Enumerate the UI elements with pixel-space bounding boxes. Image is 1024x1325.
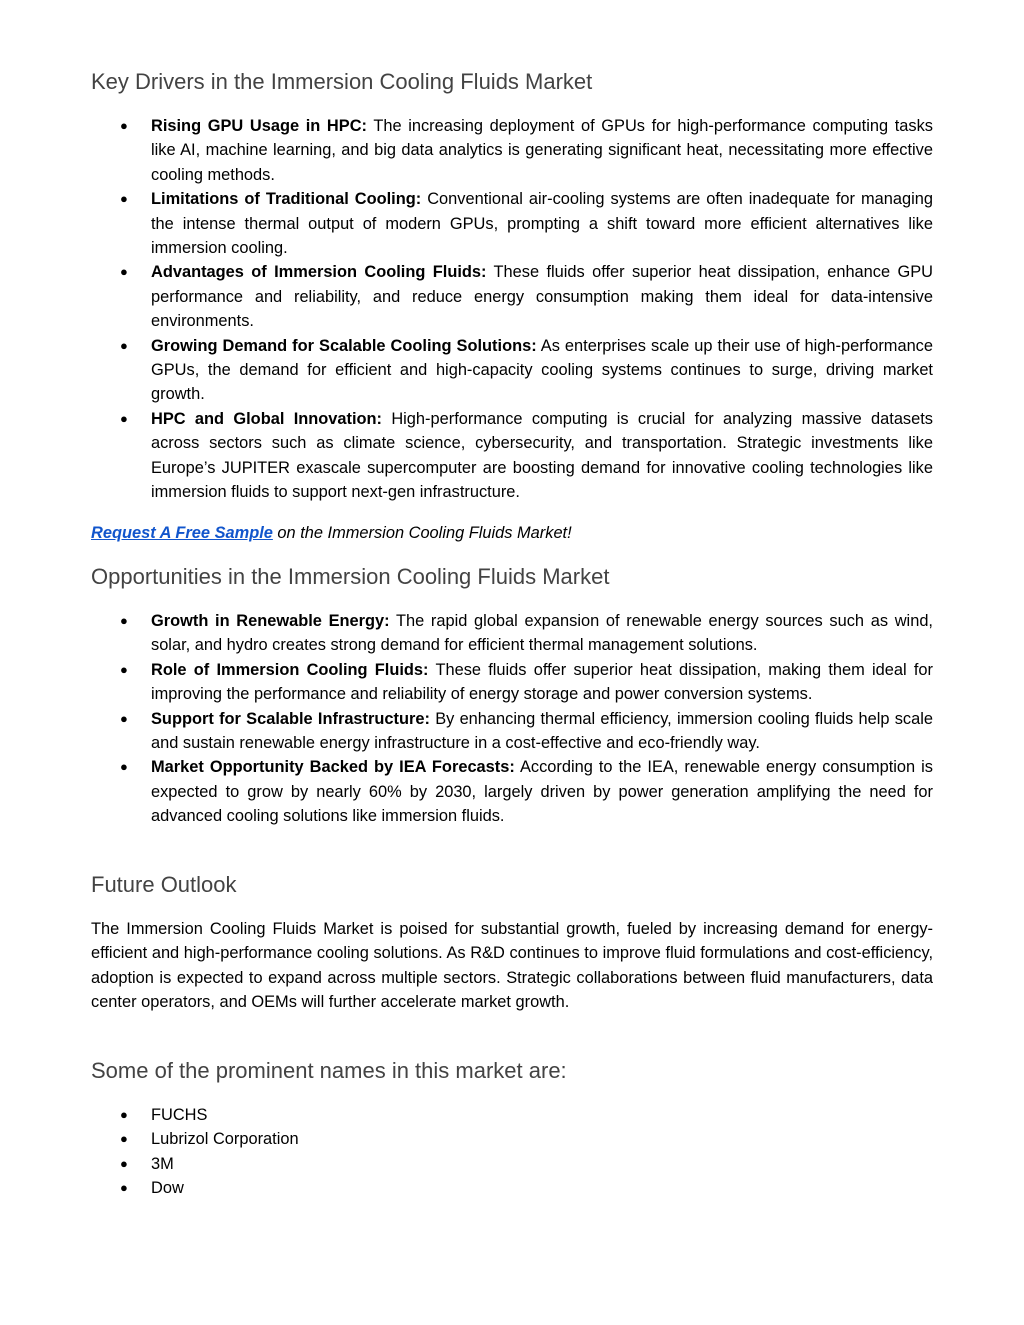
item-title: Support for Scalable Infrastructure: [151,709,430,728]
list-item [120,609,933,658]
drivers-list [120,114,933,505]
item-title: Limitations of Traditional Cooling: [151,190,422,209]
item-text: By enhancing thermal efficiency, immersion cooling fluids help scale and sustain renewable energy infrastructure in a cost-effective and eco-friendly way. [151,709,934,753]
bullet-icon: ● [120,410,128,426]
company-name: Lubrizol Corporation [151,1130,299,1149]
bullet-icon: ● [120,1180,128,1196]
item-title: Rising GPU Usage in HPC: [151,117,367,135]
list-item [120,1127,933,1151]
outlook-paragraph: The Immersion Cooling Fluids Market is poised for substantial growth, fueled by increasing demand for energy-efficient and high-performance cooling solutions. As R&D continues to improve fluid formulations and cost-efficiency, adoption is expected to expand across multiple sectors. Strategic collaborations between fluid manufacturers, data center operators, and OEMs will further accelerate market growth. [91,920,933,1012]
bullet-icon: ● [120,1107,128,1122]
bullet-icon: ● [120,337,128,353]
sample-request-text: on the Immersion Cooling Fluids Market! [272,524,572,542]
item-text: As enterprises scale up their use of high-performance GPUs, the demand for efficient and high-capacity cooling systems continues to surge, driving market growth. [151,336,933,404]
company-name: Dow [151,1179,184,1198]
list-item [120,187,933,260]
bullet-icon: ● [120,710,128,726]
opportunities-heading: Opportunities in the Immersion Cooling Fluids Market [91,564,610,589]
company-name: FUCHS [151,1106,208,1124]
item-title: HPC and Global Innovation: [151,409,383,428]
item-text: Conventional air-cooling systems are often inadequate for managing the intense thermal output of modern GPUs, prompting a shift toward more efficient alternatives like immersion cooling. [151,190,933,258]
bullet-icon: ● [120,264,128,280]
list-item [120,334,933,407]
list-item [120,755,933,828]
item-title: Growing Demand for Scalable Cooling Solutions: [151,336,537,355]
list-item [120,658,933,707]
list-item [120,1152,933,1176]
outlook-heading: Future Outlook [91,872,237,897]
bullet-icon: ● [120,1131,128,1147]
companies-heading: Some of the prominent names in this market are: [91,1058,567,1083]
bullet-icon: ● [120,118,128,133]
list-item [120,1103,933,1127]
bullet-icon: ● [120,191,128,207]
opportunities-list [120,609,933,829]
list-item [120,407,933,505]
list-item [120,260,933,333]
item-title: Role of Immersion Cooling Fluids: [151,660,429,679]
company-name: 3M [151,1154,174,1173]
item-text: According to the IEA, renewable energy consumption is expected to grow by nearly 60% by 2030, largely driven by power generation amplifying the need for advanced cooling solutions like immersion fluids. [151,758,934,826]
item-text: The increasing deployment of GPUs for high-performance computing tasks like AI, machine learning, and big data analytics is generating significant heat, necessitating more effective cooling methods. [151,117,933,184]
bullet-icon: ● [120,661,128,677]
bullet-icon: ● [120,613,128,628]
item-title: Growth in Renewable Energy: [151,612,390,630]
item-text: The rapid global expansion of renewable energy sources such as wind, solar, and hydro creates strong demand for efficient thermal management solutions. [151,612,933,655]
request-sample-link[interactable]: Request A Free Sample [91,524,273,542]
drivers-heading: Key Drivers in the Immersion Cooling Fluids Market [91,69,593,94]
item-text: These fluids offer superior heat dissipation, enhance GPU performance and reliability, and reduce energy consumption making them ideal for data-intensive environments. [151,263,933,331]
companies-list [120,1103,933,1201]
item-title: Market Opportunity Backed by IEA Forecasts: [151,758,515,777]
item-title: Advantages of Immersion Cooling Fluids: [151,263,487,282]
list-item [120,114,933,187]
item-text: These fluids offer superior heat dissipation, making them ideal for improving the performance and reliability of energy storage and power conversion systems. [151,660,933,704]
bullet-icon: ● [120,759,128,775]
bullet-icon: ● [120,1155,128,1171]
sample-request-line [91,521,572,545]
list-item [120,707,933,756]
item-text: High-performance computing is crucial for analyzing massive datasets across sectors such as climate science, cybersecurity, and transportation. Strategic investments like Europe’s JUPITER exascale supercomputer are boosting demand for innovative cooling technologies like immersion fluids to support next-gen infrastructure. [151,409,933,502]
list-item [120,1176,933,1200]
